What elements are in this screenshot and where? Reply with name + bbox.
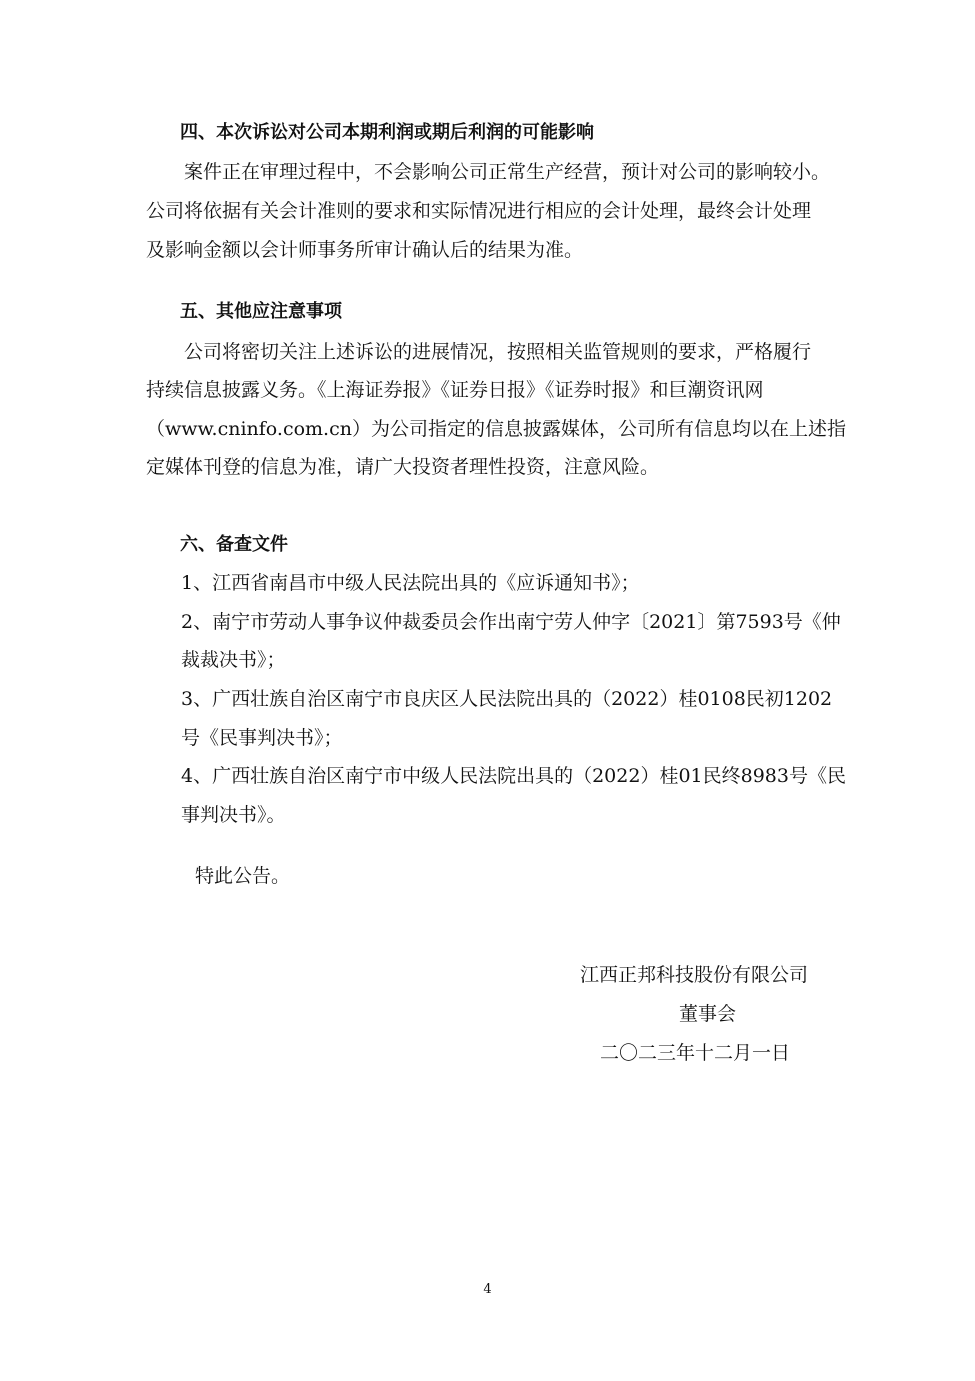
list-item-continuation: 号《民事判决书》； [181,727,343,749]
section-heading: 四、本次诉讼对公司本期利润或期后利润的可能影响 [180,122,594,143]
paragraph-line: 公司将密切关注上述诉讼的进展情况，按照相关监管规则的要求，严格履行 [184,341,812,363]
page-number: 4 [483,1282,492,1297]
paragraph-line: 公司将依据有关会计准则的要求和实际情况进行相应的会计处理，最终会计处理 [146,200,812,222]
paragraph-line: 及影响金额以会计师事务所审计确认后的结果为准。 [146,239,584,261]
paragraph-line: 定媒体刊登的信息为准，请广大投资者理性投资，注意风险。 [146,456,660,478]
announcement-date: 二〇二三年十二月一日 [600,1042,791,1064]
list-item: 4、广西壮族自治区南宁市中级人民法院出具的（2022）桂01民终8983号《民 [181,765,846,787]
list-item-continuation: 事判决书》。 [181,804,286,826]
list-item: 2、南宁市劳动人事争议仲裁委员会作出南宁劳人仲字〔2021〕第7593号《仲 [181,611,841,633]
company-name: 江西正邦科技股份有限公司 [580,964,809,986]
closing-statement: 特此公告。 [195,865,291,887]
list-item: 1、江西省南昌市中级人民法院出具的《应诉通知书》； [181,572,640,594]
list-item-continuation: 裁裁决书》； [181,649,286,671]
paragraph-line: 案件正在审理过程中，不会影响公司正常生产经营，预计对公司的影响较小。 [184,161,831,183]
section-heading: 五、其他应注意事项 [180,301,342,322]
board-name: 董事会 [679,1003,737,1025]
list-item: 3、广西壮族自治区南宁市良庆区人民法院出具的（2022）桂0108民初1202 [181,688,833,710]
paragraph-line: （www.cninfo.com.cn）为公司指定的信息披露媒体，公司所有信息均以在上述指 [146,418,846,440]
paragraph-line: 持续信息披露义务。《上海证券报》《证券日报》《证券时报》和巨潮资讯网 [146,379,764,401]
section-heading: 六、备查文件 [180,534,288,555]
